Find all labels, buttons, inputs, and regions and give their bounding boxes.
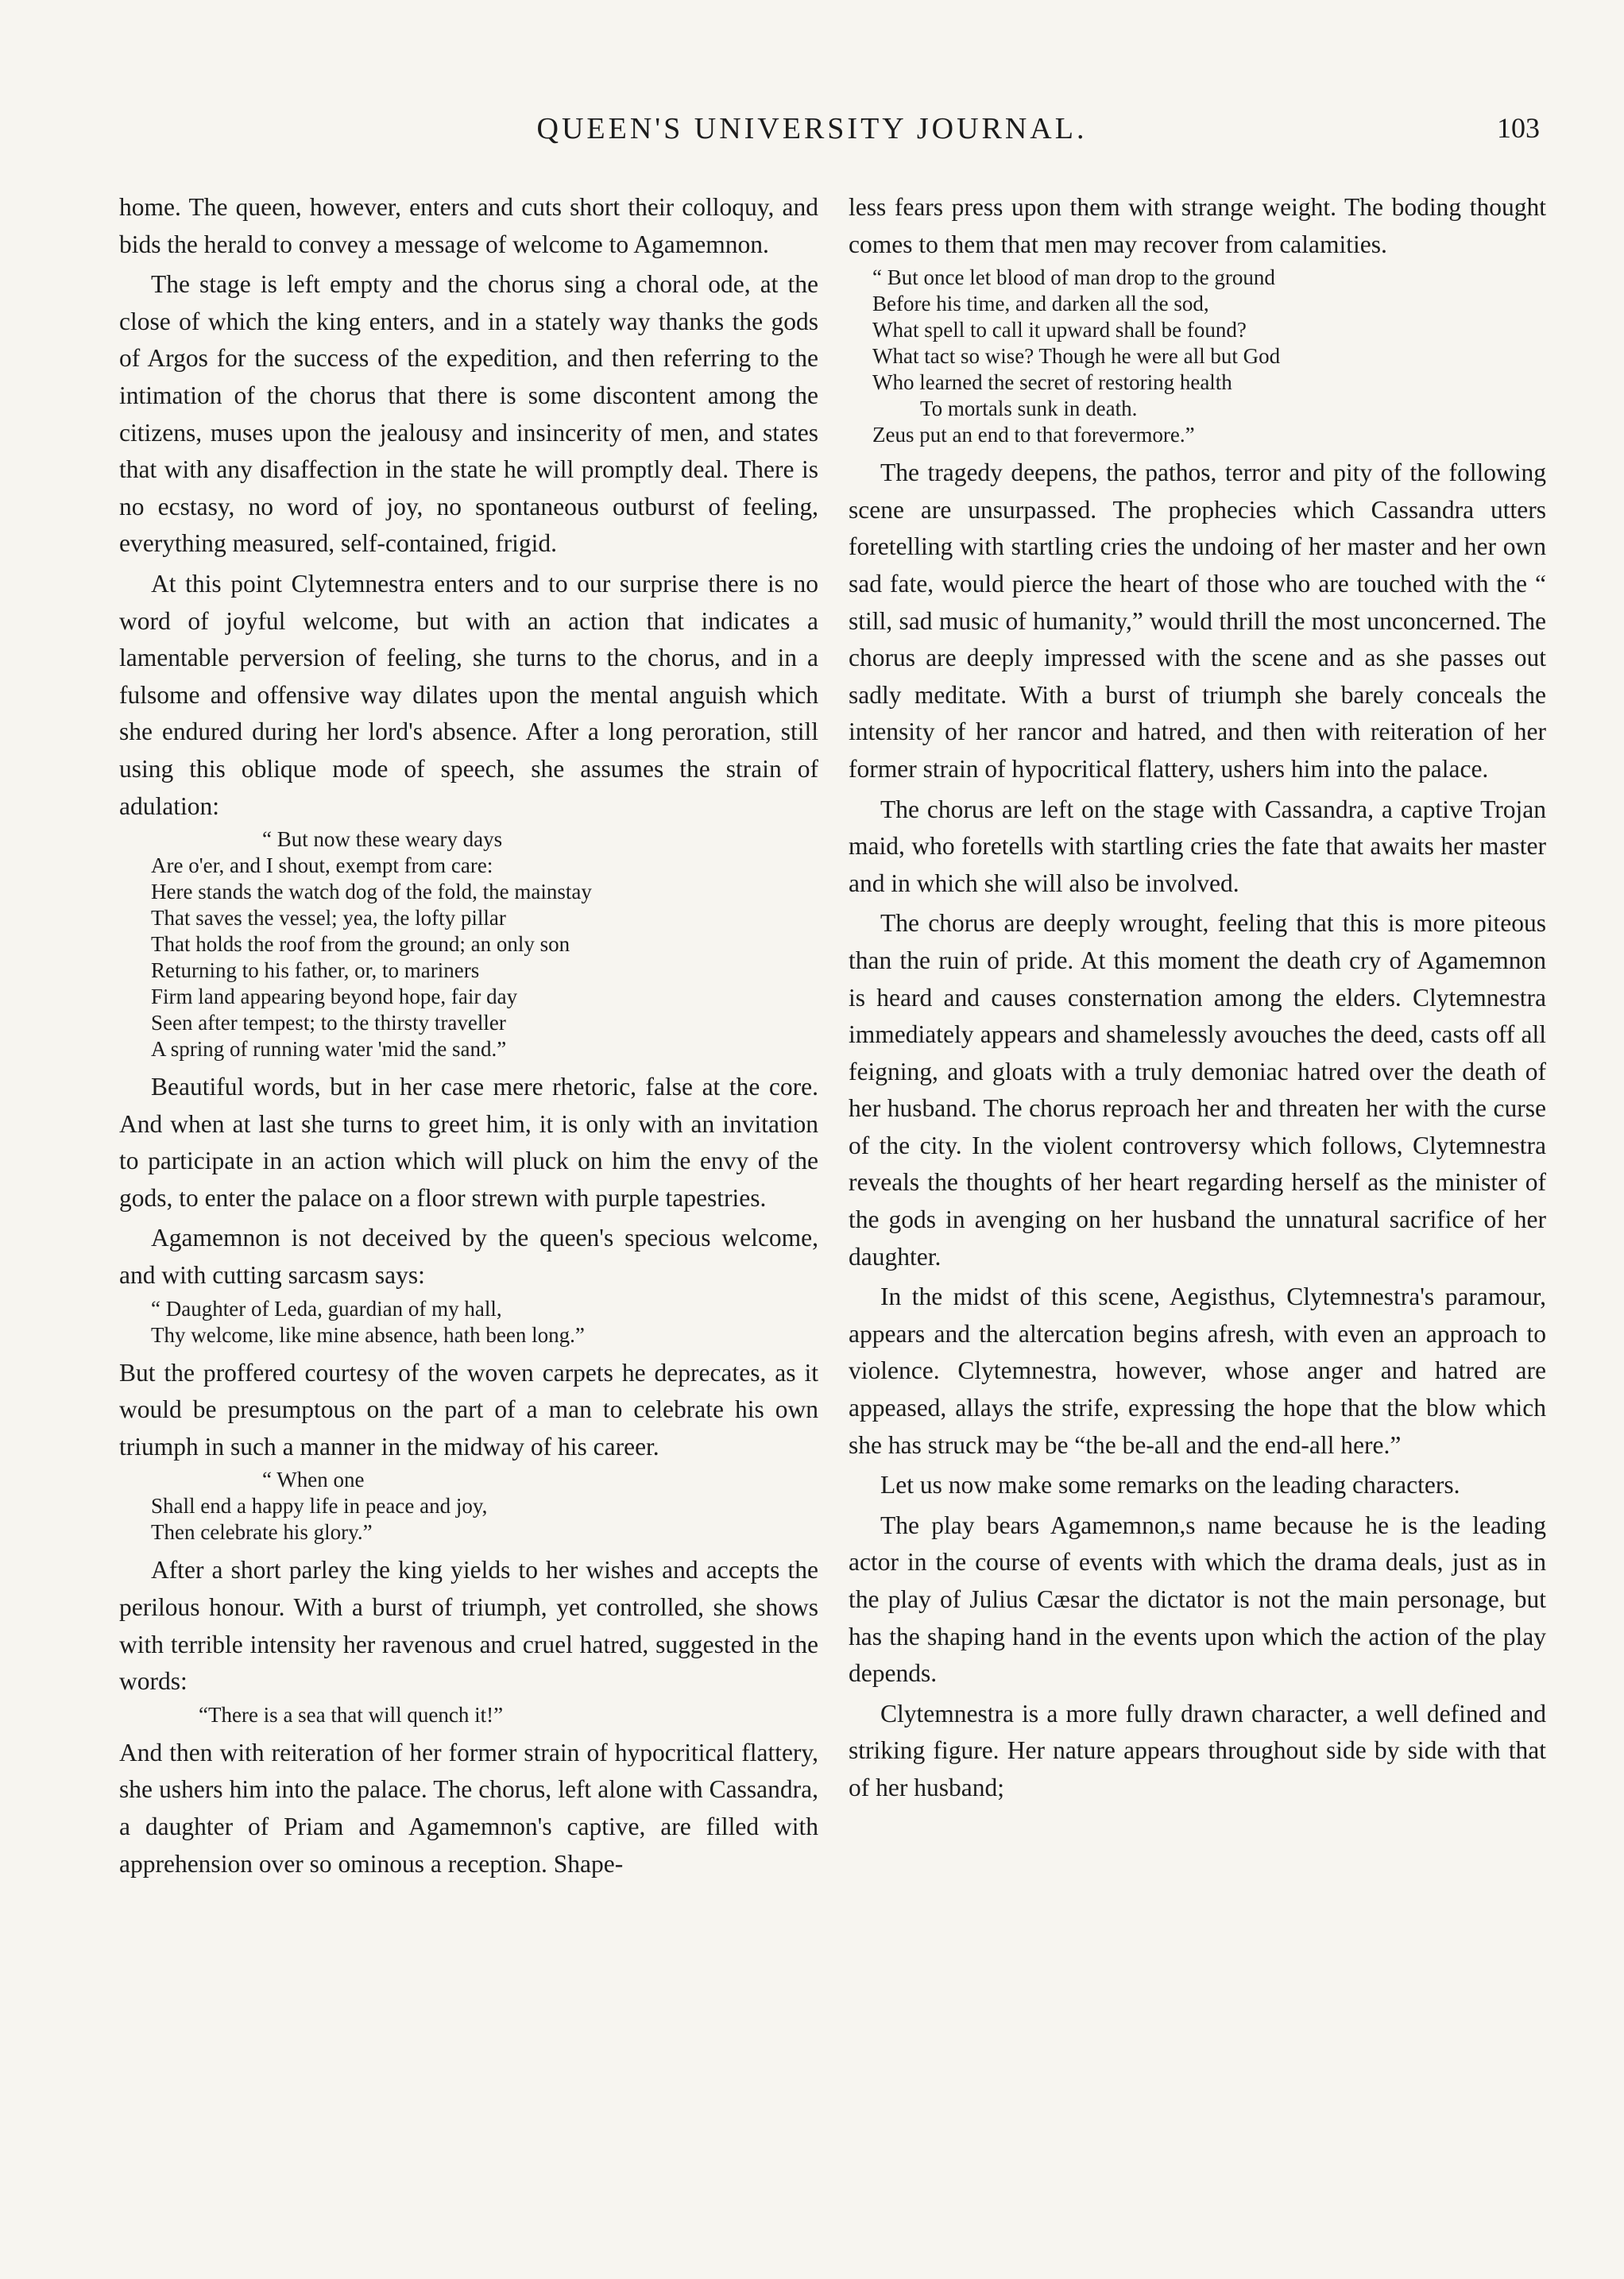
- verse-line: Firm land appearing beyond hope, fair day: [151, 985, 518, 1009]
- verse-line: Here stands the watch dog of the fold, the mainstay: [151, 880, 592, 904]
- verse-line: What tact so wise? Though he were all but God: [872, 344, 1281, 369]
- paragraph: The stage is left empty and the chorus sing a choral ode, at the close of which the king enters, and in a stately way thanks the gods of Argos for the success of the expedition, and then referring to the intimation of the chorus that there is some discontent among the citizens, muses upon the jealousy and insincerity of men, and states that with any disaffection in the state he will promptly deal. There is no ecstasy, no word of joy, no spontaneous outburst of feeling, everything measured, self-contained, frigid.: [119, 270, 818, 558]
- verse-line: “ But once let blood of man drop to the ground: [872, 265, 1275, 290]
- paragraph: less fears press upon them with strange weight. The boding thought comes to them that men may recover from calamities.: [849, 193, 1546, 258]
- verse-line: What spell to call it upward shall be found?: [872, 318, 1247, 342]
- verse-line: Zeus put an end to that forevermore.”: [872, 423, 1195, 447]
- verse-line: “ Daughter of Leda, guardian of my hall,: [151, 1296, 502, 1321]
- page-header: [0, 111, 1624, 159]
- verse-line: Returning to his father, or, to mariners: [151, 958, 480, 983]
- paragraph: And then with reiteration of her former strain of hypocritical flattery, she ushers him into the palace. The chorus, left alone with Cassandra, a daughter of Priam and Agamemnon's captive, are filled with apprehension over so ominous a reception. Shape-: [119, 1738, 818, 1878]
- paragraph: In the midst of this scene, Aegisthus, Clytemnestra's paramour, appears and the altercation begins afresh, with even an approach to violence. Clytemnestra, however, whose anger and hatred are appeased, allays the strife, expressing the hope that the blow which she has struck may be “the be-all and the end-all here.”: [849, 1283, 1546, 1459]
- verse-line: A spring of running water 'mid the sand.”: [151, 1037, 507, 1062]
- verse-line: That holds the roof from the ground; an only son: [151, 932, 570, 957]
- paragraph: Let us now make some remarks on the leading characters.: [880, 1471, 1460, 1499]
- verse-quote: [872, 265, 1546, 448]
- right-column: [849, 189, 1546, 1807]
- paragraph: home. The queen, however, enters and cuts short their colloquy, and bids the herald to convey a message of welcome to Agamemnon.: [119, 193, 818, 258]
- verse-line: That saves the vessel; yea, the lofty pillar: [151, 906, 506, 931]
- paragraph: The chorus are deeply wrought, feeling that this is more piteous than the ruin of pride. At this moment the death cry of Agamemnon is heard and causes consternation among the elders. Clytemnestra immediately appears and shamelessly avouches the deed, casts off all feigning, and gloats with a truly demoniac hatred over the death of her husband. The chorus reproach her and threaten her with the curse of the city. In the violent controversy which follows, Clytemnestra reveals the thoughts of her heart regarding herself as the minister of the gods in avenging on her husband the unnatural sacrifice of her daughter.: [849, 909, 1546, 1271]
- paragraph: After a short parley the king yields to her wishes and accepts the perilous honour. With a burst of triumph, yet controlled, she shows with terrible intensity her ravenous and cruel hatred, suggested in the words:: [119, 1556, 818, 1696]
- verse-line: Who learned the secret of restoring health: [872, 370, 1232, 395]
- verse-quote: [151, 1467, 818, 1546]
- paragraph: The chorus are left on the stage with Cassandra, a captive Trojan maid, who foretells with startling cries the fate that awaits her master and in which she will also be involved.: [849, 795, 1546, 897]
- verse-line: “ But now these weary days: [262, 827, 503, 852]
- page-number: 103: [1497, 112, 1540, 144]
- verse-line: Are o'er, and I shout, exempt from care:: [151, 853, 493, 878]
- verse-line: Before his time, and darken all the sod,: [872, 292, 1209, 316]
- verse-line: “There is a sea that will quench it!”: [199, 1702, 504, 1727]
- paragraph: The play bears Agamemnon,s name because he is the leading actor in the course of events with which the drama deals, just as in the play of Julius Cæsar the dictator is not the main personage, but has the shaping hand in the events upon which the action of the play depends.: [849, 1511, 1546, 1688]
- paragraph: At this point Clytemnestra enters and to our surprise there is no word of joyful welcome, but with an action that indicates a lamentable perversion of feeling, she turns to the chorus, and in a fulsome and offensive way dilates upon the mental anguish which she endured during her lord's absence. After a long peroration, still using this oblique mode of speech, she assumes the strain of adulation:: [119, 569, 818, 820]
- paragraph: But the proffered courtesy of the woven carpets he deprecates, as it would be presumptous on the part of a man to celebrate his own triumph in such a manner in the midway of his career.: [119, 1358, 818, 1461]
- verse-quote: [151, 826, 818, 1062]
- paragraph: Beautiful words, but in her case mere rhetoric, false at the core. And when at last she turns to greet him, it is only with an invitation to participate in an action which will pluck on him the envy of the gods, to enter the palace on a floor strewn with purple tapestries.: [119, 1073, 818, 1212]
- verse-line: Then celebrate his glory.”: [151, 1520, 373, 1545]
- paragraph: The tragedy deepens, the pathos, terror and pity of the following scene are unsurpassed. The prophecies which Cassandra utters foretelling with startling cries the undoing of her master and her own sad fate, would pierce the heart of those who are touched with the “ still, sad music of humanity,” would thrill the most unconcerned. The chorus are deeply impressed with the scene and as she passes out sadly meditate. With a burst of triumph she barely conceals the intensity of her rancor and hatred, and then with reiteration of her former strain of hypocritical flattery, ushers him into the palace.: [849, 459, 1546, 783]
- running-head: QUEEN'S UNIVERSITY JOURNAL.: [536, 112, 1088, 145]
- verse-line: To mortals sunk in death.: [920, 397, 1138, 421]
- paragraph: Agamemnon is not deceived by the queen's specious welcome, and with cutting sarcasm says:: [119, 1224, 818, 1290]
- verse-quote: [151, 1296, 818, 1348]
- verse-quote: [151, 1702, 818, 1728]
- verse-line: Thy welcome, like mine absence, hath been long.”: [151, 1322, 585, 1347]
- verse-line: Seen after tempest; to the thirsty traveller: [151, 1011, 506, 1035]
- paragraph: Clytemnestra is a more fully drawn character, a well defined and striking figure. Her nature appears throughout side by side with that of her husband;: [849, 1699, 1546, 1801]
- verse-line: Shall end a happy life in peace and joy,: [151, 1494, 488, 1519]
- left-column: [119, 189, 818, 1882]
- verse-line: “ When one: [262, 1468, 365, 1492]
